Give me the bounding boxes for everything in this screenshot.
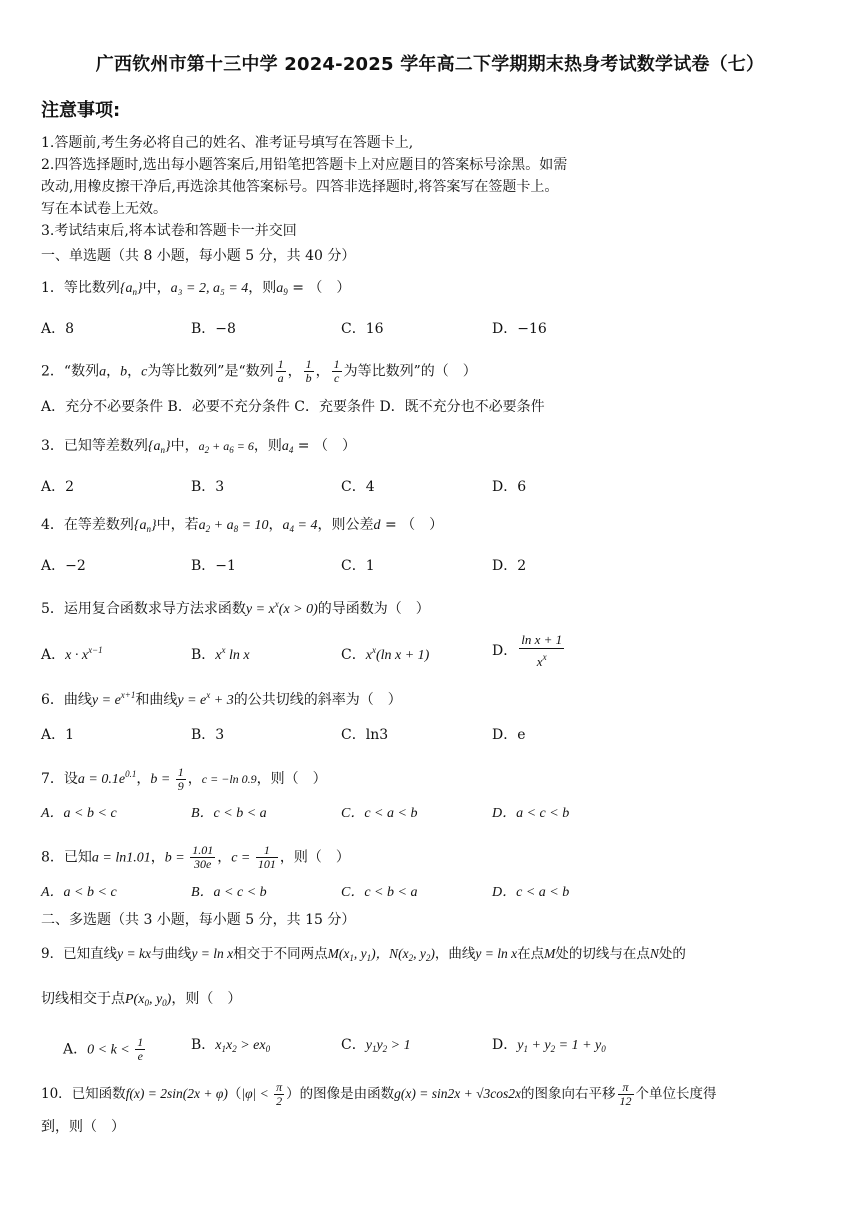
q5-option-d[interactable]: D． $\frac{\text{ln x + 1}}{x^x}$ [492, 632, 563, 669]
q9-option-a[interactable]: A．0 < k < $\frac{1}{e}$ [63, 1035, 144, 1063]
notice-line-3: 改动,用橡皮擦干净后,再选涂其他答案标号。四答非选择题时,将答案写在签题卡上。 [41, 179, 559, 195]
notice-line-5: 3.考试结束后,将本试卷和答题卡一并交回 [41, 223, 297, 239]
q7-option-a[interactable]: A．a < b < c [41, 806, 117, 821]
q7-option-d[interactable]: D．a < c < b [492, 806, 570, 821]
question-10: 10．已知函数f(x) = 2sin(2x + φ)（|φ| < $\frac{\pi}{2}$ ）的图像是由函数g(x) = sin2x + √3cos2x的图象向右平移 $\frac{\pi}{12}$ 个单位长度得 [41, 1080, 717, 1108]
q4-option-d[interactable]: D．2 [492, 558, 527, 574]
q6-option-b[interactable]: B．3 [191, 727, 225, 743]
question-8: 8．已知a = ln1.01，b = $\frac{1.01}{30e}$ ，c = $\frac{1}{101}$ ，则（ ） [41, 843, 350, 871]
q2-options[interactable]: A．充分不必要条件 B．必要不充分条件 C．充要条件 D．既不充分也不必要条件 [41, 399, 545, 415]
q1-option-d[interactable]: D．−16 [492, 321, 547, 337]
q5-option-c[interactable]: C．$x^x(\ln$ x + 1) [341, 645, 430, 663]
section-multi-choice: 二、多选题（共 3 小题，每小题 5 分，共 15 分） [41, 912, 356, 928]
q8-option-a[interactable]: A．a < b < c [41, 885, 117, 900]
q8-option-b[interactable]: B．a < c < b [191, 885, 267, 900]
question-2: 2．“数列a，b，c为等比数列”是“数列 $\frac{1}{a}$ ， $\frac{1}{b}$ ， $\frac{1}{c}$ 为等比数列”的（ ） [41, 357, 477, 385]
q7-option-b[interactable]: B．c < b < a [191, 806, 267, 821]
section-single-choice: 一、单选题（共 8 小题，每小题 5 分，共 40 分） [41, 248, 356, 264]
q6-option-c[interactable]: C．ln3 [341, 727, 389, 743]
question-9-line-2: 切线相交于点$P(x_0$, $y_0$)，则（ ） [41, 991, 242, 1008]
question-7: 7．设$a = 0.1e^{0.1}$，b = $\frac{1}{9}$ ，c = −ln 0.9，则（ ） [41, 764, 327, 793]
q1-option-a[interactable]: A．8 [41, 321, 75, 337]
q3-option-c[interactable]: C．4 [341, 479, 375, 495]
notice-heading: 注意事项: [41, 100, 121, 121]
question-9: 9．已知直线y = kx与曲线y = ln x相交于不同两点$M(x_1$, $y_1$)，$N(x_2$, $y_2$)，曲线y = ln x在点M处的切线与在点N处的 [41, 946, 686, 963]
q4-option-c[interactable]: C．1 [341, 558, 375, 574]
question-1: 1．等比数列$\{a_n\}$中，a₃ = 2, a₅ = 4，则$a_9$ = （ ） [41, 280, 351, 297]
question-3: 3．已知等差数列$\{a_n\}$中，$a_2 + a_6 = 6$，则$a_4$ = （ ） [41, 438, 356, 455]
q9-option-c[interactable]: C．$y_1y_2 > 1$ [341, 1037, 411, 1054]
notice-line-2: 2.四答选择题时,选出每小题答案后,用铅笔把答题卡上对应题目的答案标号涂黑。如需 [41, 157, 568, 173]
q8-option-d[interactable]: D．c < a < b [492, 885, 570, 900]
q3-option-d[interactable]: D．6 [492, 479, 527, 495]
q3-option-b[interactable]: B．3 [191, 479, 225, 495]
question-4: 4．在等差数列$\{a_n\}$中，若$a_2 + a_8 = 10$，$a_4 = 4$，则公差d = （ ） [41, 517, 444, 534]
q4-option-a[interactable]: A．−2 [41, 558, 86, 574]
q9-option-d[interactable]: D．$y_1 + y_2 = 1 + y_0$ [492, 1037, 606, 1054]
q1-option-c[interactable]: C．16 [341, 321, 384, 337]
exam-title: 广西钦州市第十三中学 2024-2025 学年高二下学期期末热身考试数学试卷（七） [95, 54, 765, 75]
q1-option-b[interactable]: B．−8 [191, 321, 236, 337]
question-10-line-2: 到，则（ ） [41, 1119, 125, 1135]
question-5: 5．运用复合函数求导方法求函数$y = x^x(x > 0)$的导函数为（ ） [41, 599, 430, 617]
question-6: 6．曲线$y = e^{x+1}$和曲线$y = e^x + 3$的公共切线的斜率为（ ） [41, 690, 402, 708]
q5-option-b[interactable]: B．$x^x$ ln x [191, 645, 250, 663]
q8-option-c[interactable]: C．c < b < a [341, 885, 418, 900]
q5-option-a[interactable]: A．$x \cdot x^{x-1}$ [41, 645, 103, 663]
notice-line-1: 1.答题前,考生务必将自己的姓名、准考证号填写在答题卡上, [41, 135, 414, 151]
q9-option-b[interactable]: B．$x_1x_2 > ex_0$ [191, 1037, 271, 1054]
q6-option-d[interactable]: D．e [492, 727, 526, 743]
notice-line-4: 写在本试卷上无效。 [41, 201, 167, 217]
q3-option-a[interactable]: A．2 [41, 479, 75, 495]
q7-option-c[interactable]: C．c < a < b [341, 806, 418, 821]
q6-option-a[interactable]: A．1 [41, 727, 75, 743]
q4-option-b[interactable]: B．−1 [191, 558, 236, 574]
